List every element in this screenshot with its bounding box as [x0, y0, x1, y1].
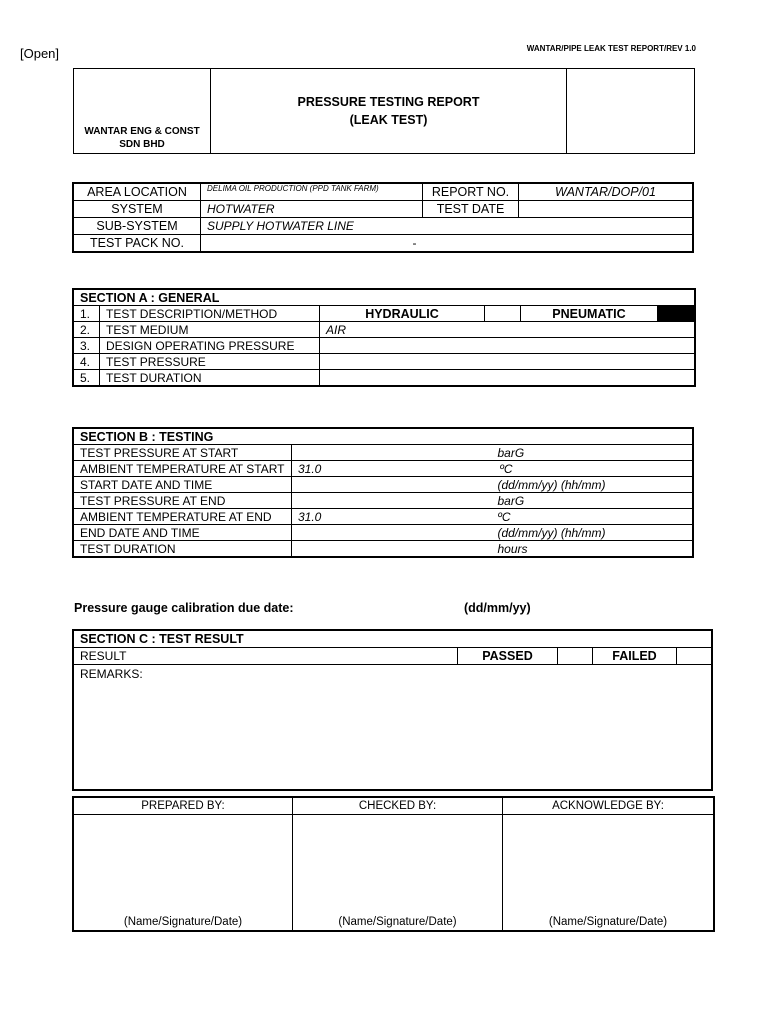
logo-cell — [567, 69, 695, 154]
report-header — [73, 68, 695, 154]
section-b-row — [74, 477, 693, 493]
row-value[interactable]: 31.0 — [292, 509, 492, 525]
section-b-row — [74, 461, 693, 477]
section-b-table — [73, 428, 693, 557]
company-name — [74, 69, 211, 154]
section-b-title: SECTION B : TESTING — [74, 429, 693, 445]
section-b-row — [74, 445, 693, 461]
test-date-label: TEST DATE — [423, 201, 519, 218]
test-pack-value[interactable]: - — [201, 235, 693, 252]
result-label: RESULT — [74, 648, 458, 665]
row-value[interactable] — [292, 541, 492, 557]
section-a-row — [74, 322, 695, 338]
subsystem-label: SUB-SYSTEM — [74, 218, 201, 235]
row-label: TEST DESCRIPTION/METHOD — [100, 306, 320, 322]
row-number: 3. — [74, 338, 100, 354]
passed-checkbox[interactable] — [558, 648, 593, 665]
section-c-title: SECTION C : TEST RESULT — [74, 631, 712, 648]
row-value[interactable] — [292, 445, 492, 461]
row-label: TEST PRESSURE — [100, 354, 320, 370]
title-line-2: (LEAK TEST) — [349, 113, 428, 127]
row-number: 1. — [74, 306, 100, 322]
signature-footer: (Name/Signature/Date) — [123, 916, 243, 928]
row-label: DESIGN OPERATING PRESSURE — [100, 338, 320, 354]
company-line-2: SDN BHD — [119, 139, 165, 150]
row-value[interactable] — [292, 493, 492, 509]
hydraulic-checkbox[interactable] — [485, 306, 521, 322]
section-a-row — [74, 370, 695, 386]
row-unit: ºC — [492, 509, 693, 525]
row-label: START DATE AND TIME — [74, 477, 292, 493]
section-b-row — [74, 509, 693, 525]
row-label: AMBIENT TEMPERATURE AT END — [74, 509, 292, 525]
remarks-label: REMARKS: — [80, 667, 143, 681]
hydraulic-option: HYDRAULIC — [320, 306, 485, 322]
section-a-row — [74, 338, 695, 354]
area-location-value[interactable]: DELIMA OIL PRODUCTION (PPD TANK FARM) — [201, 184, 423, 201]
test-date-value[interactable] — [519, 201, 693, 218]
row-label: TEST DURATION — [100, 370, 320, 386]
row-label: TEST MEDIUM — [100, 322, 320, 338]
calibration-date-format[interactable]: (dd/mm/yy) — [464, 601, 531, 615]
section-b-row — [74, 493, 693, 509]
passed-option: PASSED — [458, 648, 558, 665]
signature-table — [73, 797, 714, 931]
report-no-value[interactable]: WANTAR/DOP/01 — [519, 184, 693, 201]
checked-by-label: CHECKED BY: — [293, 798, 503, 815]
corner-note: [Open] — [20, 46, 60, 61]
row-unit: (dd/mm/yy) (hh/mm) — [492, 477, 693, 493]
subsystem-value[interactable]: SUPPLY HOTWATER LINE — [201, 218, 693, 235]
prepared-by-signature[interactable] — [74, 815, 293, 931]
section-a-title: SECTION A : GENERAL — [74, 290, 695, 306]
row-unit: ºC — [492, 461, 693, 477]
area-location-label: AREA LOCATION — [74, 184, 201, 201]
row-value[interactable] — [320, 370, 695, 386]
pneumatic-checkbox-checked[interactable] — [658, 306, 695, 322]
row-value[interactable] — [292, 477, 492, 493]
row-number: 5. — [74, 370, 100, 386]
acknowledge-by-label: ACKNOWLEDGE BY: — [503, 798, 714, 815]
row-unit: hours — [492, 541, 693, 557]
section-a-table — [73, 289, 695, 386]
system-label: SYSTEM — [74, 201, 201, 218]
row-value[interactable]: AIR — [320, 322, 695, 338]
report-no-label: REPORT NO. — [423, 184, 519, 201]
row-value[interactable] — [292, 525, 492, 541]
signature-footer: (Name/Signature/Date) — [338, 916, 457, 928]
row-value[interactable] — [320, 338, 695, 354]
section-a-row — [74, 306, 695, 322]
prepared-by-label: PREPARED BY: — [74, 798, 293, 815]
signature-footer: (Name/Signature/Date) — [548, 916, 668, 928]
row-value[interactable]: 31.0 — [292, 461, 492, 477]
row-label: TEST DURATION — [74, 541, 292, 557]
checked-by-signature[interactable] — [293, 815, 503, 931]
section-a-row — [74, 354, 695, 370]
calibration-label: Pressure gauge calibration due date: — [74, 601, 294, 615]
report-title — [211, 69, 567, 154]
row-unit: (dd/mm/yy) (hh/mm) — [492, 525, 693, 541]
test-pack-label: TEST PACK NO. — [74, 235, 201, 252]
section-b-row — [74, 541, 693, 557]
document-reference: WANTAR/PIPE LEAK TEST REPORT/REV 1.0 — [526, 44, 696, 53]
failed-option: FAILED — [593, 648, 677, 665]
row-label: TEST PRESSURE AT END — [74, 493, 292, 509]
section-b-row — [74, 525, 693, 541]
row-number: 2. — [74, 322, 100, 338]
row-label: TEST PRESSURE AT START — [74, 445, 292, 461]
pneumatic-option: PNEUMATIC — [521, 306, 658, 322]
title-line-1: PRESSURE TESTING REPORT — [297, 95, 480, 109]
row-value[interactable] — [320, 354, 695, 370]
row-number: 4. — [74, 354, 100, 370]
section-c-table — [73, 630, 712, 790]
remarks-field[interactable] — [74, 665, 712, 790]
area-table — [73, 183, 693, 252]
company-line-1: WANTAR ENG & CONST — [84, 126, 200, 137]
failed-checkbox[interactable] — [677, 648, 712, 665]
row-unit: barG — [492, 445, 693, 461]
system-value[interactable]: HOTWATER — [201, 201, 423, 218]
row-unit: barG — [492, 493, 693, 509]
acknowledge-by-signature[interactable] — [503, 815, 714, 931]
row-label: END DATE AND TIME — [74, 525, 292, 541]
row-label: AMBIENT TEMPERATURE AT START — [74, 461, 292, 477]
